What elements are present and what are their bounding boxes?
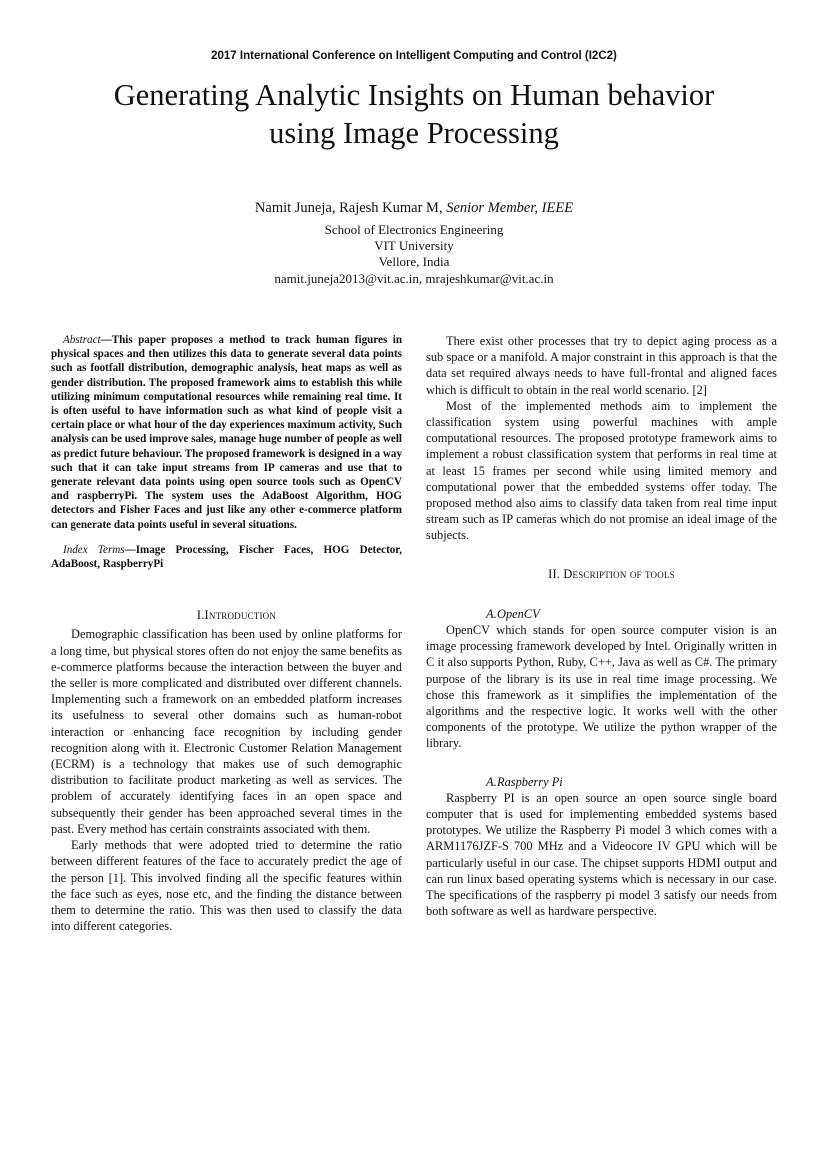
intro-paragraph-2: Early methods that were adopted tried to determine the ratio between different features of the face to accurately predict the age of the person [1]. This involved finding all the specific features within the face such as eyes, nose etc, and the finding the distance between them to determine the ratio. This was then used to classify the data into different categories. xyxy=(51,838,402,934)
title-line-1: Generating Analytic Insights on Human behavior xyxy=(113,78,715,112)
affiliation xyxy=(0,222,828,287)
author-names: Namit Juneja, Rajesh Kumar M, xyxy=(254,200,447,216)
section-heading-tools: II. Description of tools xyxy=(548,566,675,581)
intro-paragraph-1: Demographic classification has been used by online platforms for a long time, but physical stores often do not enjoy the same benefits as e-commerce platforms because the interaction between the buyer and the seller is more complicated and distributed over different channels. Implementing such a framework on an embedded platform increases its usefulness to several other domains such as human-robot interaction or enhancing face recognition by including gender recognition along with it. Electronic Customer Relation Management (ECRM) is a technology that makes use of such demographic distribution to facilitate product marketing as well as services. The problem of accurately identifying faces in an open space and subsequently their gender has been approached several times in the past. Every method has certain constraints associated with them. xyxy=(51,627,402,836)
subsection-title-raspberry-pi: Raspberry Pi xyxy=(497,774,563,789)
paper-title xyxy=(50,76,778,152)
affiliation-emails: namit.juneja2013@vit.ac.in, mrajeshkumar@vit.ac.in xyxy=(274,270,554,286)
affiliation-university: VIT University xyxy=(374,238,454,254)
subsection-number-opencv: A. xyxy=(486,606,497,621)
subsection-title-opencv: OpenCV xyxy=(497,606,540,621)
raspberry-pi-paragraph: Raspberry PI is an open source an open source single board computer that is used for implementing embedded systems based prototypes. We utilize the Raspberry Pi model 3 which comes with a ARM1176JZF-S 700 MHz and a Videocore IV GPU which will be particularly useful in our case. The chipset supports HDMI output and can run linux based operating systems which is necessary in our case. The specifications of the raspberry pi model 3 satisfy our needs from both software as well as hardware perspective. xyxy=(426,790,777,919)
affiliation-location: Vellore, India xyxy=(378,254,450,270)
conference-header: 2017 International Conference on Intelligent Computing and Control (I2C2) xyxy=(211,50,617,62)
index-terms-text: —Image Processing, Fischer Faces, HOG Detector, AdaBoost, RaspberryPi xyxy=(51,543,402,571)
right-column xyxy=(426,333,777,920)
right-paragraph-1: There exist other processes that try to depict aging process as a sub space or a manifold. A major constraint in this approach is that the data set required always needs to have full-frontal and aligned faces which is difficult to obtain in the real world scenario. [2] xyxy=(426,334,777,397)
subsection-number-raspberry-pi: A. xyxy=(486,774,497,789)
author-role: Senior Member, IEEE xyxy=(446,200,574,216)
opencv-paragraph: OpenCV which stands for open source computer vision is an image processing framework developed by Intel. Originally written in C it also supports Python, Ruby, C++, Java as well as C#. The primary purpose of the library is its use in real time image processing. We chose this framework as it simplifies the implementation of the algorithms and the respective logic. It works well with the other components of the prototype. We utilize the python wrapper of the library. xyxy=(426,623,777,751)
subsection-heading-raspberry-pi xyxy=(426,774,777,790)
index-terms-label: Index Terms xyxy=(63,543,125,556)
abstract-text: —This paper proposes a method to track human figures in physical spaces and then utilizes this data to generate several data points such as footfall distribution, demographic analysis, heat maps as well as gender distribution. The proposed framework aims to establish this while utilizing minimum computational resources while remaining real time. It is often useful to have information such as what kind of people visit a certain place or what hour of the day experiences maximum activity, Such analysis can be used improve sales, manage huge number of people as well as predict future behaviour. The proposed framework is designed in a way such that it can take input streams from IP cameras and use that to generate relevant data points using open source tools such as OpenCV and raspberryPi. The system uses the AdaBoost Algorithm, HOG detectors and Fisher Faces and just like any other e-commerce platform can generate data points useful in several situations. xyxy=(51,334,402,531)
affiliation-school: School of Electronics Engineering xyxy=(324,222,504,237)
title-line-2: using Image Processing xyxy=(269,116,559,150)
subsection-heading-opencv xyxy=(426,606,777,622)
section-heading-introduction: I.Introduction xyxy=(196,608,277,623)
right-paragraph-2: Most of the implemented methods aim to implement the classification system using powerful machines with ample computational resources. The proposed prototype framework aims to implement a robust classification system that performs in real time at at least 15 frames per second while using limited memory and computational power that the embedded systems offer today. The proposed method also aims to classify data taken from real time input stream such as IP cameras which do not promise an ideal image of the subjects. xyxy=(426,398,777,543)
abstract xyxy=(51,333,402,532)
index-terms xyxy=(51,543,402,571)
abstract-label: Abstract xyxy=(63,334,101,346)
authors xyxy=(0,200,828,217)
left-column xyxy=(51,333,402,934)
